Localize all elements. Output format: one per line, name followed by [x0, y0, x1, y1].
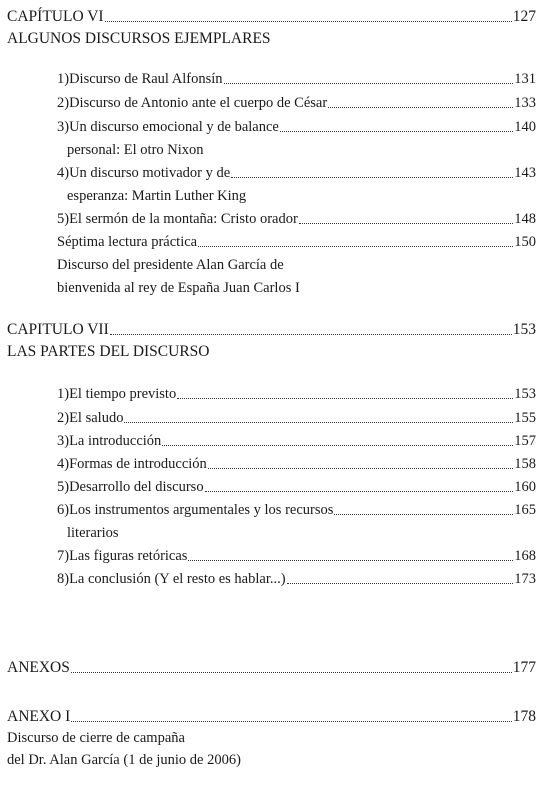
- page-number: 158: [514, 456, 536, 472]
- dot-leader: [188, 560, 513, 561]
- dot-leader: [280, 131, 513, 132]
- entry-text: 5)El sermón de la montaña: Cristo orador: [57, 211, 298, 227]
- toc-chapter-6[interactable]: [7, 9, 536, 25]
- entry-text: 1)Discurso de Raul Alfonsín: [57, 71, 223, 87]
- dot-leader: [328, 107, 513, 108]
- dot-leader: [198, 246, 513, 247]
- page-number: 168: [514, 548, 536, 564]
- entry-continuation: literarios: [67, 525, 119, 541]
- entry-text: 8)La conclusión (Y el resto es hablar...): [57, 571, 286, 587]
- chapter-title: ALGUNOS DISCURSOS EJEMPLARES: [7, 30, 271, 47]
- toc-entry[interactable]: [57, 120, 536, 135]
- anexo-description: del Dr. Alan García (1 de junio de 2006): [7, 752, 241, 768]
- chapter-label: CAPITULO VII: [7, 321, 109, 338]
- page-number: 178: [512, 708, 536, 725]
- chapter-title: LAS PARTES DEL DISCURSO: [7, 343, 210, 360]
- toc-entry[interactable]: [57, 166, 536, 181]
- entry-text: 2)Discurso de Antonio ante el cuerpo de César: [57, 95, 328, 111]
- page-number: 153: [514, 386, 536, 402]
- toc-entry[interactable]: [57, 212, 536, 227]
- toc-entry[interactable]: [57, 480, 536, 495]
- page-number: 143: [514, 165, 536, 181]
- dot-leader: [224, 83, 514, 84]
- dot-leader: [334, 514, 513, 515]
- toc-entry[interactable]: [57, 503, 536, 518]
- page-number: 160: [514, 479, 536, 495]
- toc-entry[interactable]: [57, 572, 536, 587]
- dot-leader: [208, 468, 513, 469]
- entry-text: Discurso del presidente Alan García de: [57, 257, 284, 273]
- entry-text: 5)Desarrollo del discurso: [57, 479, 204, 495]
- page-number: 133: [514, 95, 536, 111]
- entry-text: Séptima lectura práctica: [57, 234, 198, 250]
- dot-leader: [299, 223, 513, 224]
- page-number: 177: [512, 659, 536, 676]
- page-number: 155: [514, 410, 536, 426]
- toc-entry[interactable]: [57, 235, 536, 250]
- entry-text: 6)Los instrumentos argumentales y los recursos: [57, 502, 334, 518]
- anexo-description: Discurso de cierre de campaña: [7, 730, 185, 746]
- toc-entry[interactable]: [57, 434, 536, 449]
- page-number: 148: [514, 211, 536, 227]
- dot-leader: [205, 491, 514, 492]
- entry-continuation: personal: El otro Nixon: [67, 142, 204, 158]
- page-number: 165: [514, 502, 536, 518]
- page-number: 173: [514, 571, 536, 587]
- entry-text: 4)Formas de introducción: [57, 456, 207, 472]
- section-label: ANEXO I: [7, 708, 71, 725]
- entry-text: 2)El saludo: [57, 410, 124, 426]
- page-number: 127: [512, 8, 536, 25]
- dot-leader: [124, 422, 513, 423]
- dot-leader: [231, 177, 513, 178]
- toc-anexo-1[interactable]: [7, 709, 536, 725]
- entry-text: 1)El tiempo previsto: [57, 386, 177, 402]
- toc-chapter-7[interactable]: [7, 322, 536, 338]
- dot-leader: [162, 445, 513, 446]
- page-number: 131: [514, 71, 536, 87]
- page-number: 140: [514, 119, 536, 135]
- page-number: 150: [514, 234, 536, 250]
- entry-text: bienvenida al rey de España Juan Carlos I: [57, 280, 300, 296]
- dot-leader: [177, 398, 513, 399]
- dot-leader: [287, 583, 514, 584]
- toc-anexos[interactable]: [7, 660, 536, 676]
- entry-continuation: esperanza: Martin Luther King: [67, 188, 247, 204]
- toc-entry[interactable]: [57, 549, 536, 564]
- toc-entry[interactable]: [57, 457, 536, 472]
- chapter-label: CAPÍTULO VI: [7, 8, 104, 25]
- page-number: 153: [512, 321, 536, 338]
- toc-entry[interactable]: [57, 387, 536, 402]
- dot-leader: [110, 334, 512, 335]
- entry-text: 7)Las figuras retóricas: [57, 548, 188, 564]
- entry-text: 4)Un discurso motivador y de: [57, 165, 231, 181]
- toc-entry[interactable]: [57, 411, 536, 426]
- toc-entry[interactable]: [57, 96, 536, 111]
- toc-entry[interactable]: [57, 72, 536, 87]
- dot-leader: [71, 672, 512, 673]
- page-number: 157: [514, 433, 536, 449]
- entry-text: 3)La introducción: [57, 433, 162, 449]
- entry-text: 3)Un discurso emocional y de balance: [57, 119, 279, 135]
- dot-leader: [71, 721, 511, 722]
- dot-leader: [105, 21, 512, 22]
- section-label: ANEXOS: [7, 659, 70, 676]
